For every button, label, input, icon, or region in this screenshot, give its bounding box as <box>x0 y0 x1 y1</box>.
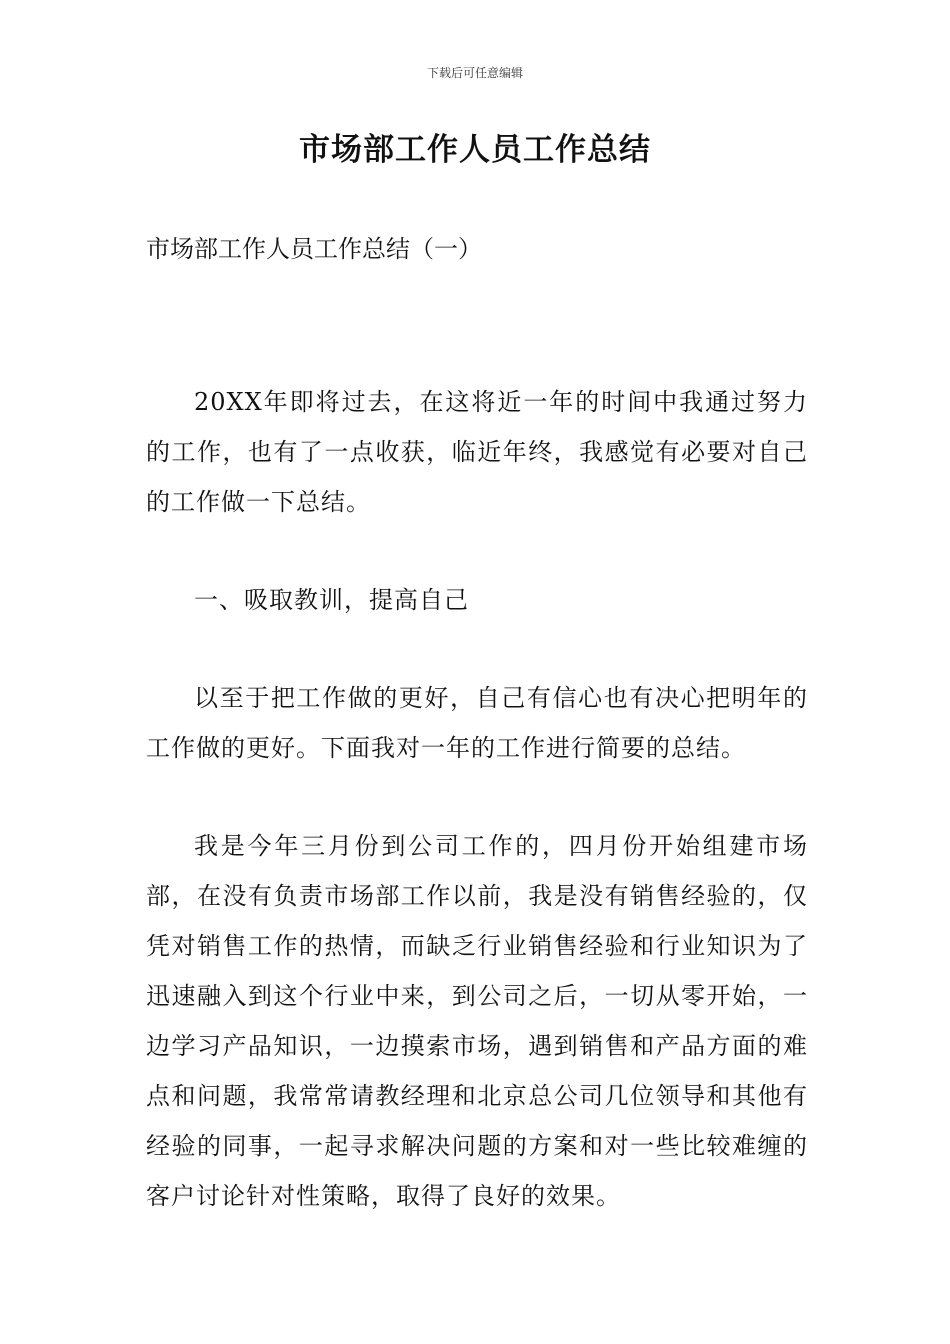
paragraph-goal: 以至于把工作做的更好，自己有信心也有决心把明年的工作做的更好。下面我对一年的工作进行简要的总结。 <box>146 684 808 762</box>
paragraph-intro: 20XX年即将过去，在这将近一年的时间中我通过努力的工作，也有了一点收获，临近年终，我感觉有必要对自己的工作做一下总结。 <box>146 388 808 516</box>
paragraph-subheading: 一、吸取教训，提高自己 <box>194 586 469 614</box>
page-header-note: 下载后可任意编辑 <box>426 66 523 80</box>
section-heading: 市场部工作人员工作总结（一） <box>146 235 482 263</box>
document-body <box>146 377 808 1221</box>
paragraph-experience: 我是今年三月份到公司工作的，四月份开始组建市场部，在没有负责市场部工作以前，我是没有销售经验的，仅凭对销售工作的热情，而缺乏行业销售经验和行业知识为了迅速融入到这个行业中来，到公司之后，一切从零开始，一边学习产品知识，一边摸索市场，遇到销售和产品方面的难点和问题，我常常请教经理和北京总公司几位领导和其他有经验的同事，一起寻求解决问题的方案和对一些比较难缠的客户讨论针对性策略，取得了良好的效果。 <box>146 832 808 1210</box>
document-title: 市场部工作人员工作总结 <box>299 132 651 168</box>
